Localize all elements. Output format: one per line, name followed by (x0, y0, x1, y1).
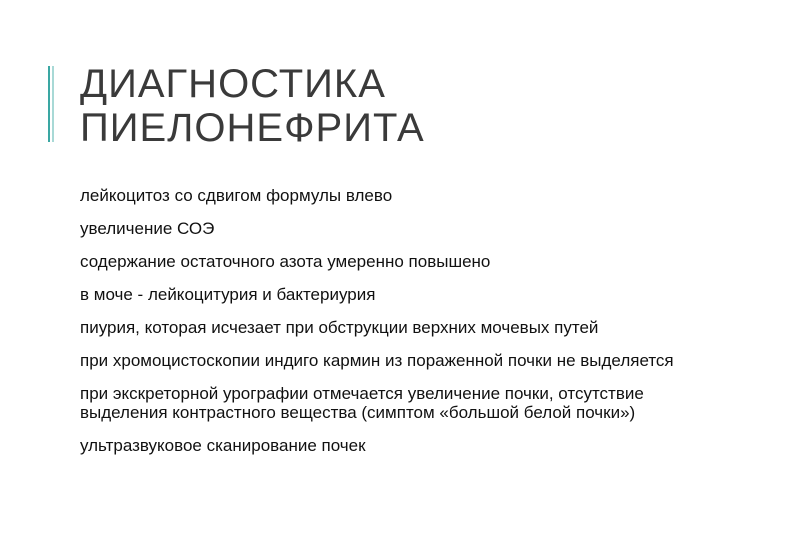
slide-title-line-2: ПИЕЛОНЕФРИТА (80, 106, 425, 150)
bullet-item: увеличение СОЭ (80, 219, 215, 238)
bullet-item: лейкоцитоз со сдвигом формулы влево (80, 186, 393, 205)
accent-line-primary (48, 66, 50, 142)
slide-title-line-1: ДИАГНОСТИКА (80, 62, 386, 106)
slide-title (80, 62, 425, 150)
bullet-item: ультразвуковое сканирование почек (80, 436, 366, 455)
accent-line-secondary (52, 66, 54, 142)
bullet-item: содержание остаточного азота умеренно повышено (80, 252, 491, 271)
bullet-item: в моче - лейкоцитурия и бактериурия (80, 285, 376, 304)
bullet-item: при хромоцистоскопии индиго кармин из пораженной почки не выделяется (80, 351, 674, 370)
bullet-item: при экскреторной урографии отмечается увеличение почки, отсутствие выделения контрастного вещества (симптом «большой белой почки») (80, 384, 644, 422)
title-accent-lines (48, 66, 54, 142)
bullet-list (80, 186, 720, 469)
bullet-item: пиурия, которая исчезает при обструкции верхних мочевых путей (80, 318, 599, 337)
